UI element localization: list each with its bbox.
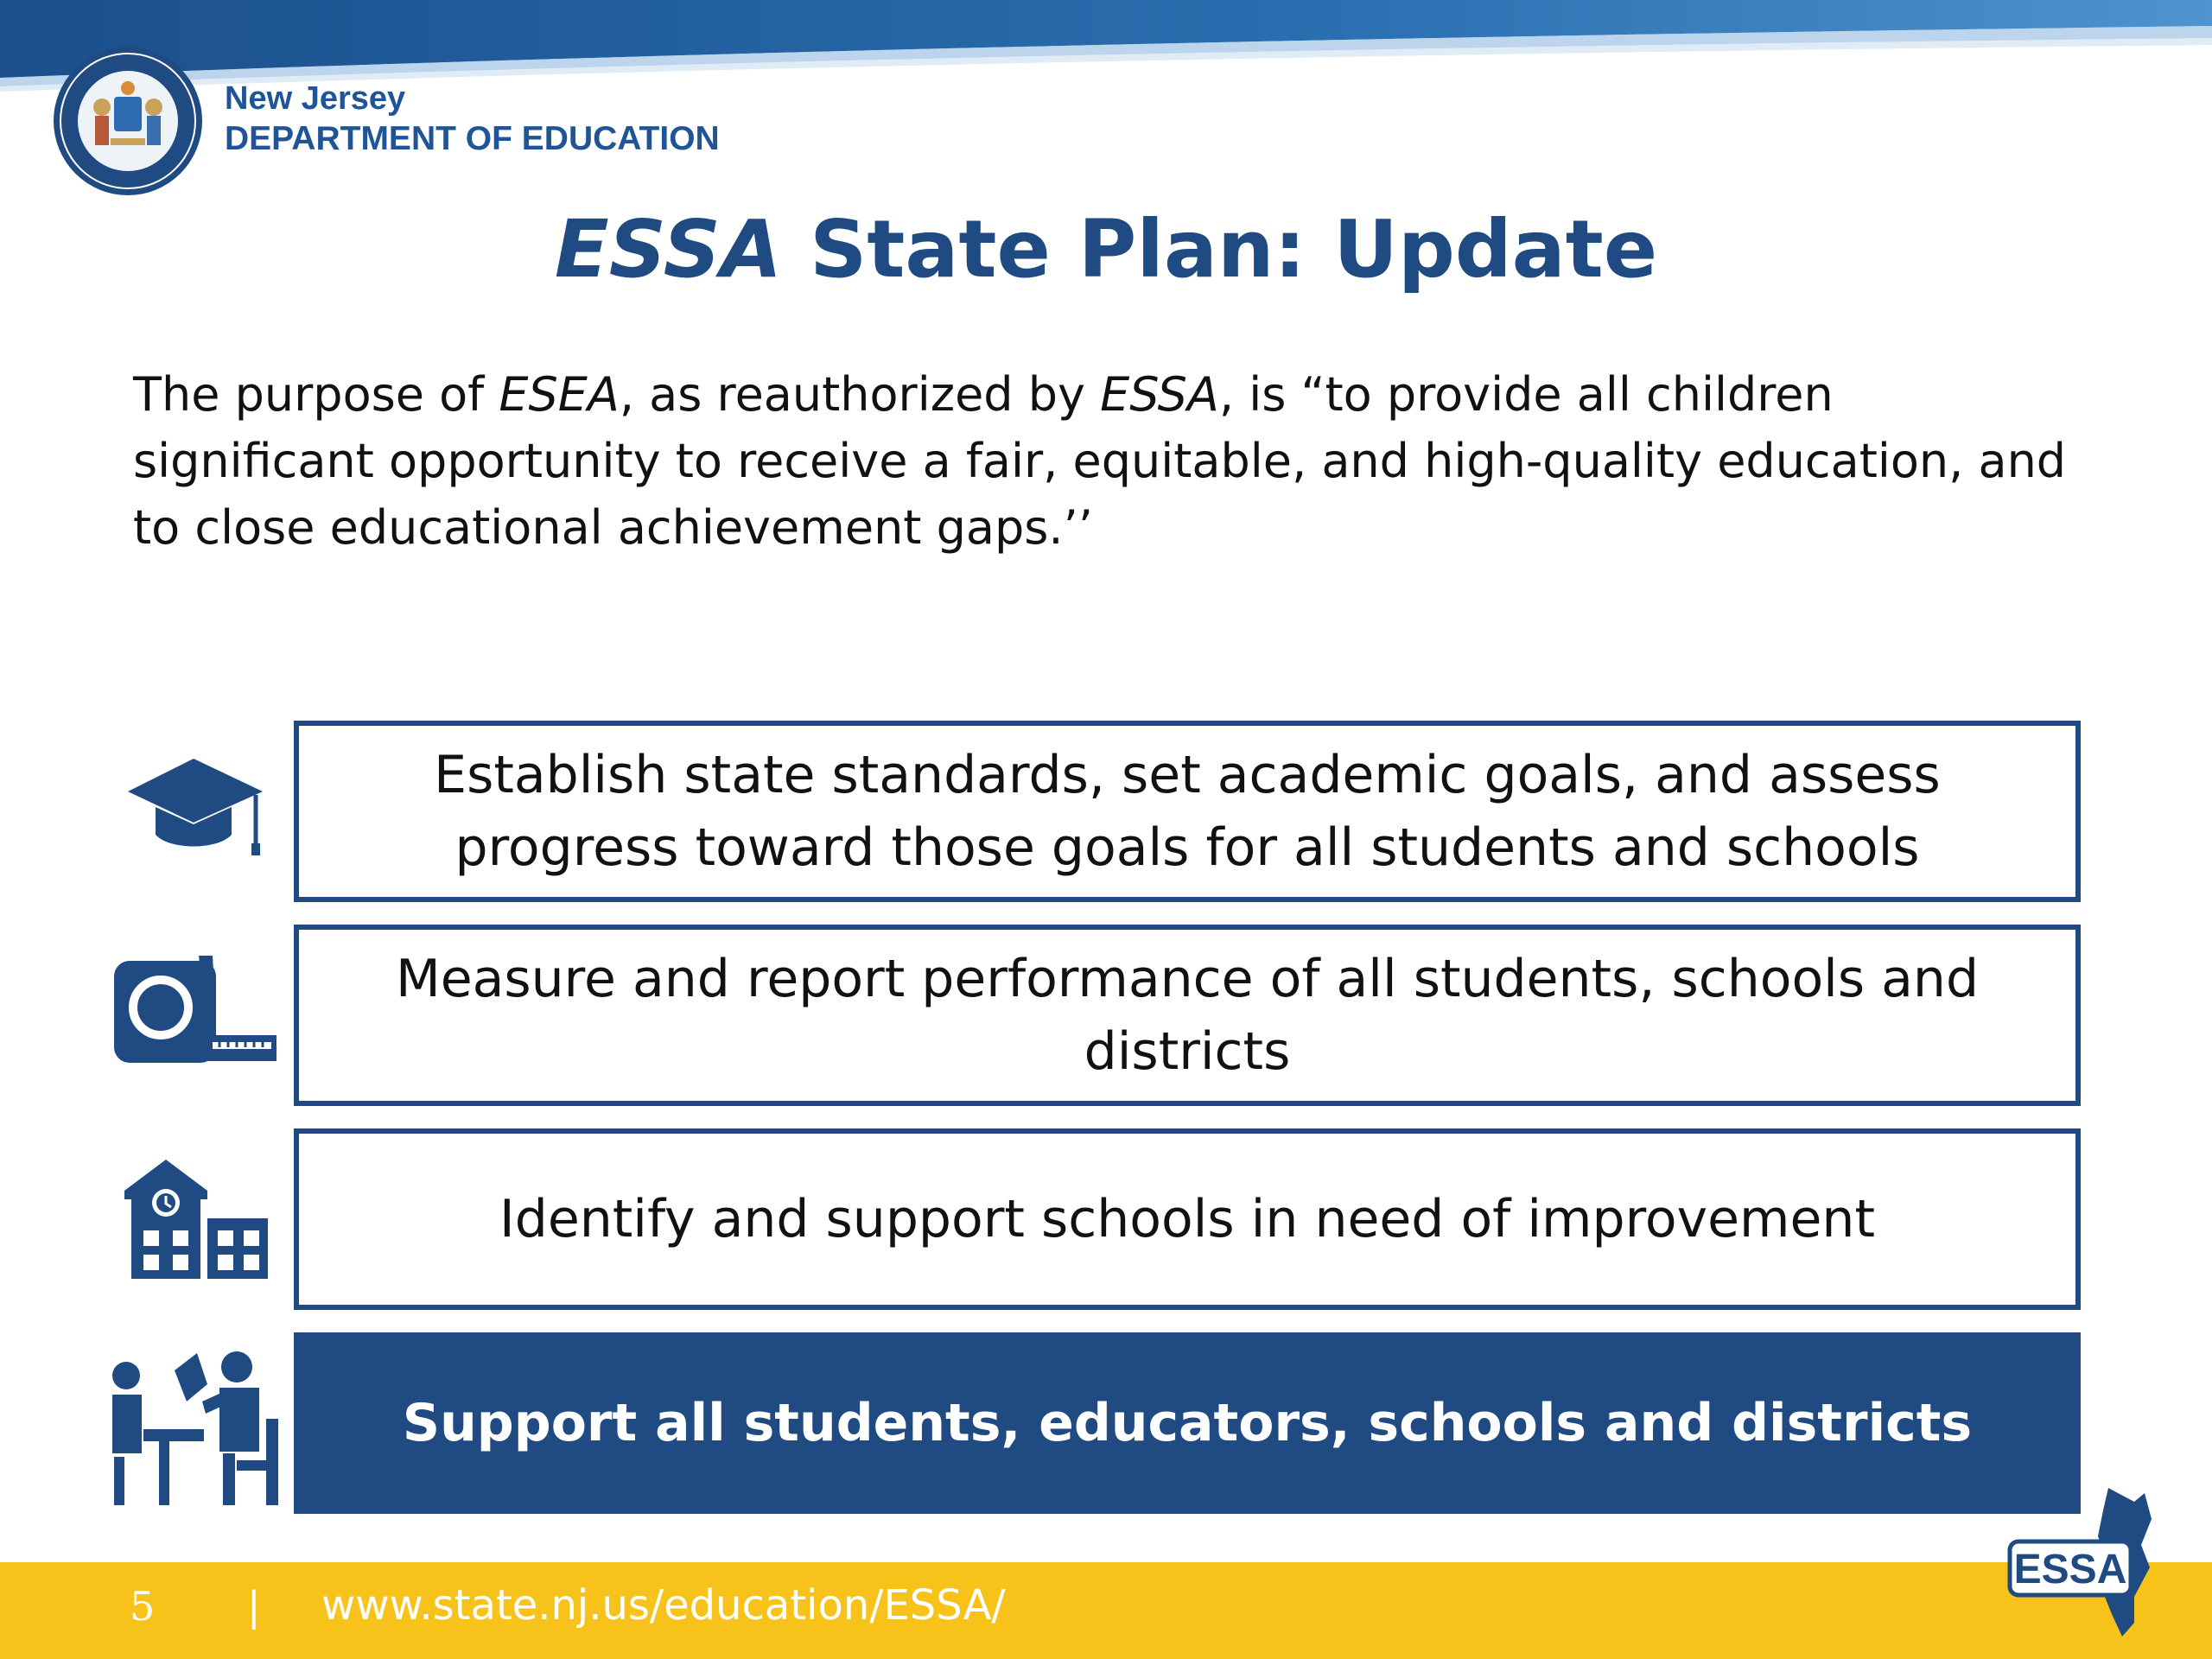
page-number: 5 bbox=[130, 1583, 156, 1630]
students-teacher-icon bbox=[107, 1350, 285, 1507]
intro-text-2: , as reauthorized by bbox=[619, 367, 1101, 422]
tape-measure-icon bbox=[112, 952, 278, 1070]
page-title bbox=[0, 203, 2212, 296]
goal-box-identify bbox=[294, 1128, 2081, 1310]
footer-url-link[interactable]: www.state.nj.us/education/ESSA/ bbox=[321, 1581, 1006, 1630]
goal-text: Support all students, educators, schools and districts bbox=[402, 1393, 1973, 1453]
title-rest: State Plan: Update bbox=[782, 203, 1658, 296]
nj-state-seal-icon bbox=[50, 43, 206, 199]
intro-text-3: , is “to provide all children significant opportunity to receive a fair, equitable, and high-quality education, and to close educational achievement gaps.’’ bbox=[133, 367, 2067, 556]
goal-text: Measure and report performance of all students, schools and districts bbox=[395, 949, 1980, 1082]
intro-essa: ESSA bbox=[1100, 367, 1219, 422]
graduation-cap-icon bbox=[126, 757, 266, 861]
goal-text: Establish state standards, set academic goals, and assess progress toward those goals for all students and schools bbox=[434, 745, 1941, 878]
essa-nj-logo-icon bbox=[2005, 1484, 2160, 1640]
school-building-icon bbox=[124, 1158, 270, 1279]
intro-paragraph bbox=[133, 361, 2086, 562]
intro-esea: ESEA bbox=[499, 367, 620, 422]
goal-box-support bbox=[294, 1332, 2081, 1514]
goal-box-measure bbox=[294, 925, 2081, 1106]
goal-box-standards bbox=[294, 721, 2081, 902]
intro-text-1: The purpose of bbox=[133, 367, 499, 422]
org-line-1: New Jersey bbox=[225, 80, 406, 117]
org-line-2: DEPARTMENT OF EDUCATION bbox=[225, 119, 720, 157]
goal-text: Identify and support schools in need of improvement bbox=[499, 1189, 1875, 1249]
footer-bar bbox=[0, 1562, 2212, 1659]
essa-logo-text: ESSA bbox=[2013, 1547, 2127, 1592]
title-italic: ESSA bbox=[554, 203, 783, 296]
footer-separator: | bbox=[247, 1583, 261, 1630]
organization-name bbox=[225, 79, 720, 159]
